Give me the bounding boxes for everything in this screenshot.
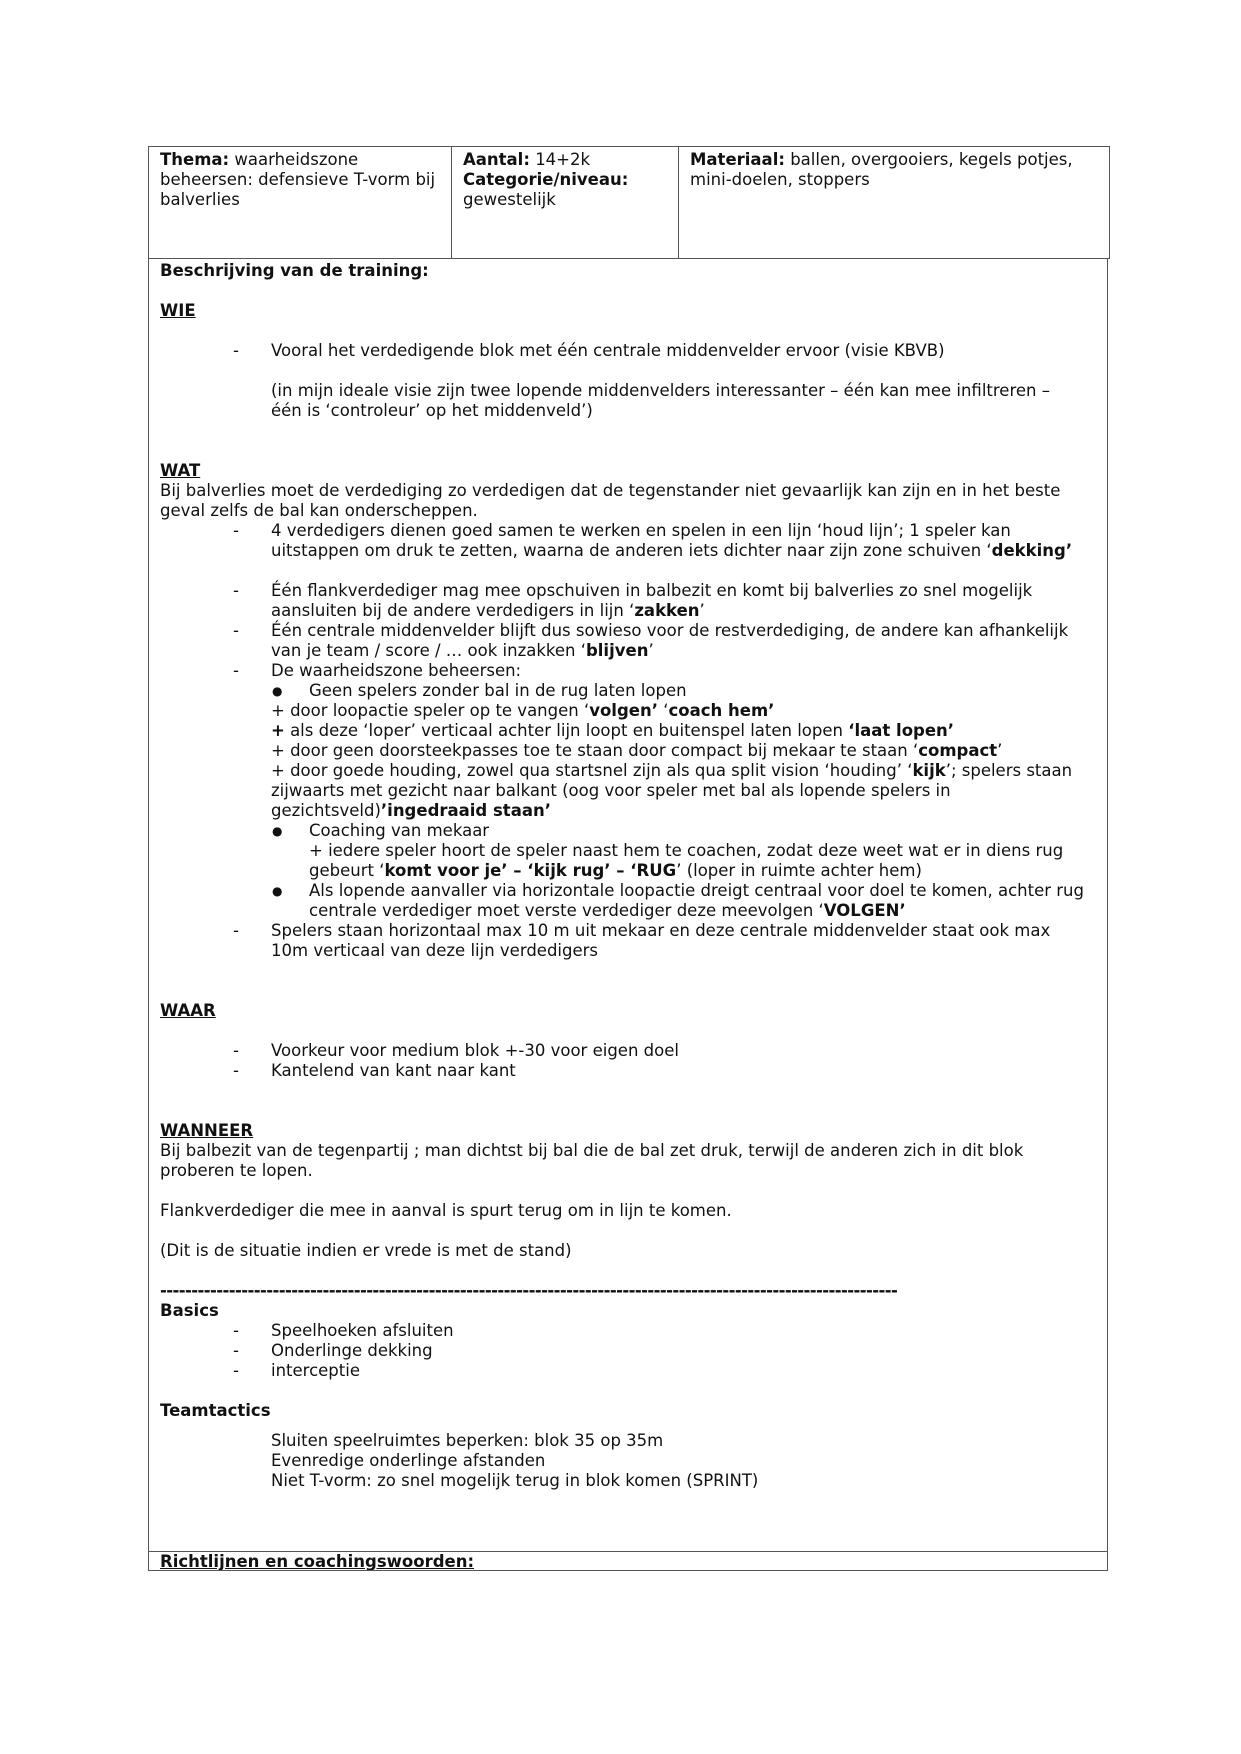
list-item: - Spelers staan horizontaal max 10 m uit mekaar en deze centrale middenvelder staat ook max 10m verticaal van deze lijn verdedigers (233, 921, 1051, 960)
materiaal-value: ballen, overgooiers, kegels potjes, mini-doelen, stoppers (690, 150, 1073, 189)
list-item: - Vooral het verdedigende blok met één centrale middenvelder ervoor (visie KBVB) (233, 341, 945, 360)
list-item: - Onderlinge dekking (233, 1341, 433, 1360)
guidelines-title: Richtlijnen en coachingswoorden: (160, 1552, 475, 1570)
wat-point: + door loopactie speler op te vangen ‘volgen’ ‘coach hem’ (271, 701, 775, 720)
thema-value: waarheidszone beheersen: defensieve T-vorm bij balverlies (160, 150, 436, 209)
bullet-icon: ● (272, 884, 283, 898)
bullet-item: ● Coaching van mekaar + iedere speler hoort de speler naast hem te coachen, zodat deze weet wat er in diens rug gebeurt ‘komt voor je’ – ‘kijk rug’ – ‘RUG’ (loper in ruimte achter hem) (272, 821, 1064, 880)
training-sheet (148, 146, 1108, 1571)
list-item: - De waarheidszone beheersen: (233, 661, 522, 680)
list-item: - interceptie (233, 1361, 360, 1380)
aantal-label: Aantal: (463, 150, 530, 169)
description-box (148, 259, 1108, 1571)
list-item: - Kantelend van kant naar kant (233, 1061, 516, 1080)
description-title: Beschrijving van de training: (160, 261, 429, 280)
list-item: - Speelhoeken afsluiten (233, 1321, 454, 1340)
wat-point: + door goede houding, zowel qua startsnel zijn als qua split vision ‘houding’ ‘kijk’; spelers staan zijwaarts met gezicht naar balkant (oog voor speler met bal als lopende spelers in gezichtsveld)’ingedraaid staan’ (271, 761, 1073, 820)
list-item: - Één centrale middenvelder blijft dus sowieso voor de restverdediging, de andere kan afhankelijk van je team / score / … ook inzakken ‘blijven’ (233, 621, 1069, 660)
list-item: Evenredige onderlinge afstanden (271, 1451, 546, 1470)
bullet-icon: ● (272, 824, 283, 838)
header-table (148, 146, 1110, 259)
thema-cell (149, 147, 452, 259)
bullet-item: ● Als lopende aanvaller via horizontale loopactie dreigt centraal voor doel te komen, achter rug centrale verdediger moet verste verdediger deze meevolgen ‘VOLGEN’ (272, 881, 1084, 920)
wie-heading: WIE (160, 301, 196, 320)
wie-note: (in mijn ideale visie zijn twee lopende middenvelders interessanter – één kan mee infiltreren – één is ‘controleur’ op het middenveld’) (271, 381, 1050, 420)
materiaal-cell (679, 147, 1110, 259)
teamtactics-heading: Teamtactics (160, 1401, 271, 1420)
bullet-item: ● Geen spelers zonder bal in de rug laten lopen (272, 681, 687, 700)
description-body (149, 259, 1107, 1551)
wanneer-text: Bij balbezit van de tegenpartij ; man dichtst bij bal die de bal zet druk, terwijl de anderen zich in dit blok proberen te lopen. Flankverdediger die mee in aanval is spurt terug om in lijn te komen. (Dit is de situatie indien er vrede is met de stand) (160, 1141, 1024, 1260)
categorie-value: gewestelijk (463, 190, 556, 209)
list-item: - 4 verdedigers dienen goed samen te werken en spelen in een lijn ‘houd lijn’; 1 speler kan uitstappen om druk te zetten, waarna de anderen iets dichter naar zijn zone schuiven ‘dekking’ (233, 521, 1073, 560)
thema-label: Thema: (160, 150, 230, 169)
wat-intro: Bij balverlies moet de verdediging zo verdedigen dat de tegenstander niet gevaarlijk kan zijn en in het beste geval zelfs de bal kan onderscheppen. (160, 481, 1061, 520)
list-item: - Één flankverdediger mag mee opschuiven in balbezit en komt bij balverlies zo snel mogelijk aansluiten bij de andere verdedigers in lijn ‘zakken’ (233, 581, 1033, 620)
wanneer-heading: WANNEER (160, 1121, 254, 1140)
wat-point: + als deze ‘loper’ verticaal achter lijn loopt en buitenspel laten lopen ‘laat lopen’ (271, 721, 955, 740)
list-item: - Voorkeur voor medium blok +-30 voor eigen doel (233, 1041, 679, 1060)
wat-heading: WAT (160, 461, 201, 480)
separator-line: ---------------------------------------------------------------------------------------------------------------------- (160, 1281, 898, 1300)
categorie-label: Categorie/niveau: (463, 170, 629, 189)
aantal-value: 14+2k (535, 150, 591, 169)
list-item: Sluiten speelruimtes beperken: blok 35 op 35m (271, 1431, 664, 1450)
list-item: Niet T-vorm: zo snel mogelijk terug in blok komen (SPRINT) (271, 1471, 759, 1490)
wat-point: + door geen doorsteekpasses toe te staan door compact bij mekaar te staan ‘compact’ (271, 741, 1003, 760)
aantal-cell (452, 147, 679, 259)
materiaal-label: Materiaal: (690, 150, 785, 169)
basics-heading: Basics (160, 1301, 219, 1320)
guidelines-row (149, 1551, 1107, 1570)
waar-heading: WAAR (160, 1001, 216, 1020)
bullet-icon: ● (272, 684, 283, 698)
